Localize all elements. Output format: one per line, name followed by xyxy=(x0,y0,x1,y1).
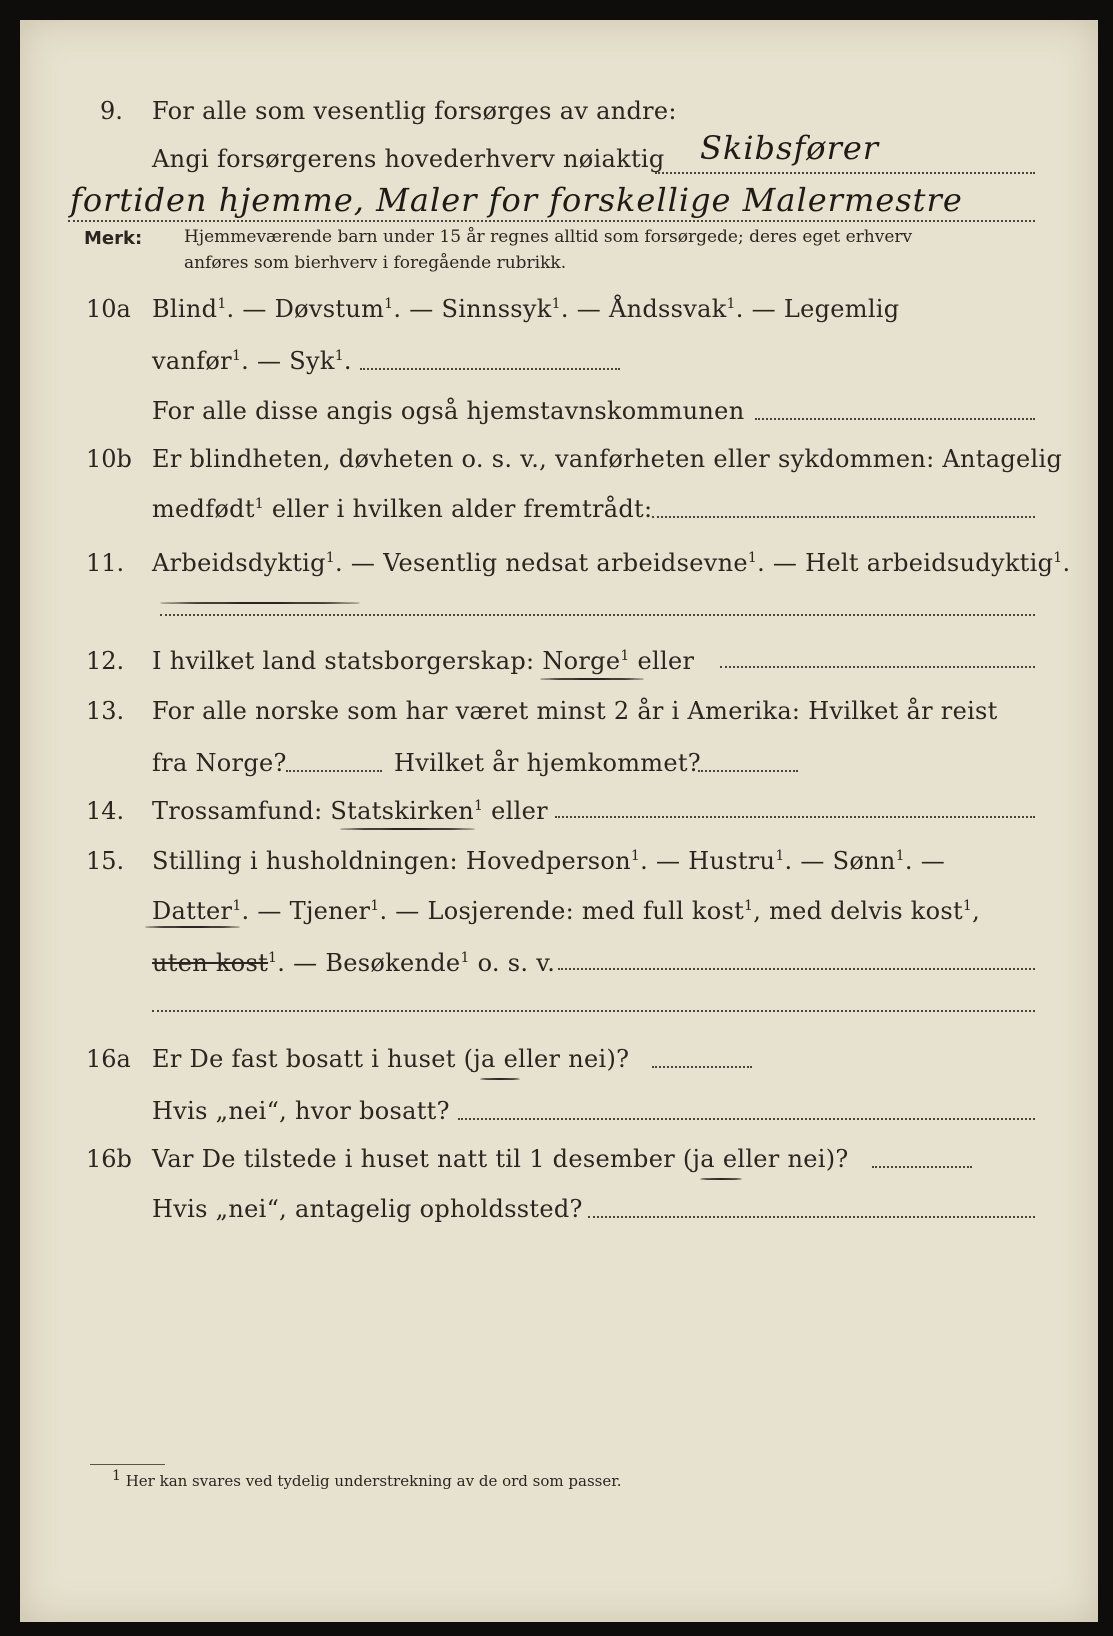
q9-number: 9. xyxy=(100,97,123,125)
merk-line1: Hjemmeværende barn under 15 år regnes alltid som forsørgede; deres eget erhverv xyxy=(184,227,913,247)
q10b-line2: medfødt$^1$ eller i hvilken alder fremtrådt: xyxy=(152,495,653,523)
q15-number: 15. xyxy=(86,847,125,875)
q14-statskirken-underline xyxy=(340,828,475,830)
q12-line: I hvilket land statsborgerskap: Norge$^1$ eller xyxy=(152,647,695,675)
q12-number: 12. xyxy=(86,647,125,675)
q9-handwritten-answer2: fortiden hjemme, Maler for forskellige Malermestre xyxy=(70,181,963,219)
q16b-ja-underline xyxy=(700,1178,742,1180)
q16b-line2: Hvis „nei“, antagelig opholdssted? xyxy=(152,1195,583,1223)
q16a-number: 16a xyxy=(86,1045,131,1073)
footnote-rule xyxy=(90,1464,165,1465)
q13-line2b: Hvilket år hjemkommet? xyxy=(394,749,701,777)
footnote: 1 Her kan svares ved tydelig understrekning av de ord som passer. xyxy=(112,1468,622,1490)
q10a-line2: vanfør$^1$. — Syk$^1$. xyxy=(152,347,352,375)
q14-number: 14. xyxy=(86,797,125,825)
q16b-opholdssted-line xyxy=(588,1216,1035,1218)
q10a-number: 10a xyxy=(86,295,131,323)
merk-line2: anføres som bierhverv i foregående rubrikk. xyxy=(184,253,567,273)
q10b-number: 10b xyxy=(86,445,132,473)
q9-handwritten-answer1: Skibsfører xyxy=(700,129,880,167)
q10a-line1: Blind$^1$. — Døvstum$^1$. — Sinnssyk$^1$. — Åndssvak$^1$. — Legemlig xyxy=(152,295,900,323)
q13-reist-line xyxy=(286,770,382,772)
q11-number: 11. xyxy=(86,549,125,577)
q9-answer-line2 xyxy=(68,220,1035,222)
q16a-bosatt-line xyxy=(458,1118,1035,1120)
q15-datter-underline xyxy=(145,926,240,928)
census-form-page xyxy=(20,20,1098,1622)
q16b-line1: Var De tilstede i huset natt til 1 desember (ja eller nei)? xyxy=(152,1145,849,1173)
q9-line2: Angi forsørgerens hovederhverv nøiaktig xyxy=(152,145,665,173)
q16a-ja-underline xyxy=(480,1078,520,1080)
q16a-answer-line xyxy=(652,1066,752,1068)
q11-handwritten-stroke xyxy=(160,602,360,604)
q11-answer-line xyxy=(160,614,1035,616)
q11-line: Arbeidsdyktig$^1$. — Vesentlig nedsat arbeidsevne$^1$. — Helt arbeidsudyktig$^1$. xyxy=(152,549,1071,577)
q16a-line2: Hvis „nei“, hvor bosatt? xyxy=(152,1097,450,1125)
q13-line1: For alle norske som har været minst 2 år i Amerika: Hvilket år reist xyxy=(152,697,998,725)
q10a-hjemstavn-line xyxy=(755,418,1035,420)
q16a-line1: Er De fast bosatt i huset (ja eller nei)? xyxy=(152,1045,630,1073)
q13-number: 13. xyxy=(86,697,125,725)
q14-line: Trossamfund: Statskirken$^1$ eller xyxy=(152,797,548,825)
q12-answer-line xyxy=(720,666,1035,668)
q10a-syk-line xyxy=(360,368,620,370)
q9-answer-line1 xyxy=(655,172,1035,174)
q13-line2a: fra Norge? xyxy=(152,749,287,777)
q14-answer-line xyxy=(555,816,1035,818)
merk-label: Merk: xyxy=(84,228,143,249)
q10b-line1: Er blindheten, døvheten o. s. v., vanførheten eller sykdommen: Antagelig xyxy=(152,445,1063,473)
q15-line1: Stilling i husholdningen: Hovedperson$^1$. — Hustru$^1$. — Sønn$^1$. — xyxy=(152,847,946,875)
q15-line3: uten kost$^1$. — Besøkende$^1$ o. s. v. xyxy=(152,949,556,977)
q10a-line3: For alle disse angis også hjemstavnskommunen xyxy=(152,397,745,425)
q13-hjemkommet-line xyxy=(698,770,798,772)
q16b-answer-line xyxy=(872,1166,972,1168)
q9-line1: For alle som vesentlig forsørges av andre: xyxy=(152,97,677,125)
q15-extra-line xyxy=(152,1010,1035,1012)
q16b-number: 16b xyxy=(86,1145,132,1173)
q15-line2: Datter$^1$. — Tjener$^1$. — Losjerende: med full kost$^1$, med delvis kost$^1$, xyxy=(152,897,981,925)
q10b-answer-line xyxy=(652,516,1035,518)
q15-answer-line xyxy=(558,968,1035,970)
q12-norge-underline xyxy=(540,678,644,680)
